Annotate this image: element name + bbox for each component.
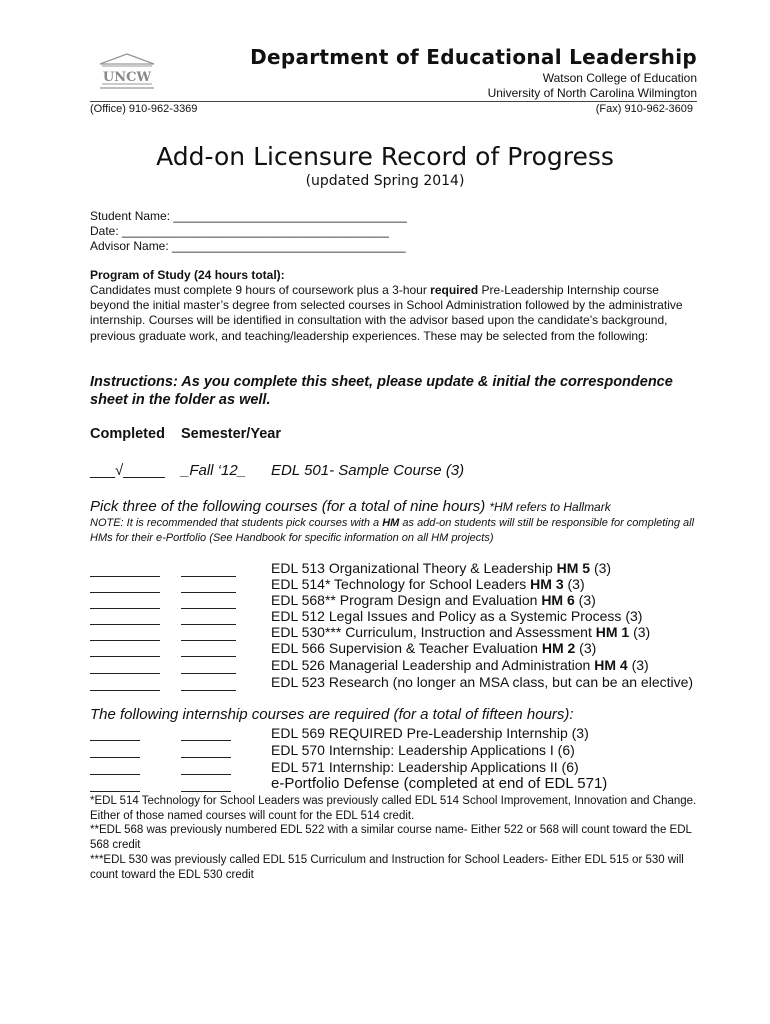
completed-blank[interactable] — [90, 576, 160, 577]
course-item — [271, 608, 642, 624]
department-title: Department of Educational Leadership — [250, 45, 697, 69]
completed-blank[interactable] — [90, 740, 140, 741]
internship-course: e-Portfolio Defense (completed at end of EDL 571) — [271, 775, 608, 792]
note-hm: HM — [382, 517, 400, 529]
course-hm: HM 3 — [530, 576, 564, 592]
student-name-field[interactable]: Student Name: ___________________________________ — [90, 209, 407, 223]
footnote: *EDL 514 Technology for School Leaders was previously called EDL 514 School Improvement, Innovation and Change. Either of those named courses will count for the EDL 514 credit. — [90, 795, 697, 822]
semester-blank[interactable] — [181, 608, 236, 609]
completed-blank[interactable] — [90, 757, 140, 758]
program-text-before: Candidates must complete 9 hours of coursework plus a 3-hour — [90, 283, 431, 297]
course-name: EDL 514* Technology for School Leaders — [271, 576, 531, 592]
course-item — [271, 624, 650, 640]
instructions: Instructions: As you complete this sheet, please update & initial the correspondence sheet in the folder as well. — [90, 374, 673, 408]
course-name: EDL 530*** Curriculum, Instruction and Assessment — [271, 624, 596, 640]
completed-blank[interactable] — [90, 640, 160, 641]
internship-course: EDL 570 Internship: Leadership Applications I (6) — [271, 742, 575, 758]
course-name: EDL 513 Organizational Theory & Leadership — [271, 560, 557, 576]
date-field[interactable]: Date: ________________________________________ — [90, 224, 389, 238]
logo-text: UNCW — [102, 70, 152, 85]
semester-column-header: Semester/Year — [181, 426, 281, 442]
course-item — [271, 576, 585, 592]
program-text-after: Pre-Leadership Internship course beyond the initial master’s degree from selected courses in School Administration followed by the administrative internship. Courses will be identified in consultation with the advisor based upon the candidate’s background, previous graduate work, and teaching/leadership experiences. These may be selected from the following: — [90, 283, 683, 343]
course-hm: HM 5 — [556, 560, 591, 576]
completed-column-header: Completed — [90, 426, 165, 442]
course-hm: HM 2 — [541, 640, 576, 656]
college-name: Watson College of Education — [542, 71, 697, 85]
course-credits: (3) — [627, 657, 649, 673]
internship-course: EDL 569 REQUIRED Pre-Leadership Internship (3) — [271, 725, 589, 741]
semester-blank[interactable] — [181, 576, 236, 577]
course-item — [271, 640, 596, 656]
course-hm: HM 1 — [595, 624, 630, 640]
completed-blank[interactable] — [90, 656, 160, 657]
fax-number: (Fax) 910-962-3609 — [595, 103, 693, 115]
internship-course: EDL 571 Internship: Leadership Applications II (6) — [271, 759, 579, 775]
pick-note — [90, 516, 700, 546]
semester-blank[interactable] — [181, 673, 236, 674]
semester-blank[interactable] — [181, 774, 231, 775]
program-description — [90, 283, 690, 344]
course-name: EDL 566 Supervision & Teacher Evaluation — [271, 640, 542, 656]
footnote: ***EDL 530 was previously called EDL 515 Curriculum and Instruction for School Leaders- Either EDL 515 or 530 will count toward the EDL 530 credit — [90, 854, 684, 881]
pick-three-heading — [90, 498, 611, 515]
document-title: Add-on Licensure Record of Progress — [156, 142, 614, 171]
course-credits: (3) — [574, 592, 596, 608]
course-hm: HM 4 — [594, 657, 628, 673]
program-heading: Program of Study (24 hours total): — [90, 268, 285, 282]
sample-course: EDL 501- Sample Course (3) — [271, 462, 465, 479]
footnote: **EDL 568 was previously numbered EDL 522 with a similar course name- Either 522 or 568 will count toward the EDL 568 credit — [90, 824, 692, 851]
semester-blank[interactable] — [181, 740, 231, 741]
hallmark-note: *HM refers to Hallmark — [489, 500, 611, 514]
semester-blank[interactable] — [181, 656, 236, 657]
header-divider — [90, 101, 697, 102]
semester-blank[interactable] — [181, 624, 236, 625]
course-name: EDL 568** Program Design and Evaluation — [271, 592, 542, 608]
completed-blank[interactable] — [90, 592, 160, 593]
semester-blank[interactable] — [181, 640, 236, 641]
office-phone: (Office) 910-962-3369 — [90, 103, 198, 115]
pick-heading-text: Pick three of the following courses (for a total of nine hours) — [90, 498, 490, 515]
semester-blank[interactable] — [181, 592, 236, 593]
course-credits: (3) — [575, 640, 597, 656]
course-item — [271, 674, 693, 690]
completed-blank[interactable] — [90, 690, 160, 691]
course-credits: (3) — [590, 560, 612, 576]
document-subtitle: (updated Spring 2014) — [305, 173, 465, 189]
course-credits: (3) — [563, 576, 585, 592]
internship-heading: The following internship courses are required (for a total of fifteen hours): — [90, 706, 574, 723]
course-item — [271, 560, 611, 576]
advisor-name-field[interactable]: Advisor Name: ___________________________________ — [90, 239, 406, 253]
university-name: University of North Carolina Wilmington — [487, 86, 697, 100]
course-name: EDL 512 Legal Issues and Policy as a Systemic Process (3) — [271, 608, 643, 624]
sample-completed: ___√_____ — [90, 462, 165, 479]
course-credits: (3) — [629, 624, 651, 640]
sample-semester: _Fall ‘12_ — [181, 462, 247, 479]
program-required: required — [430, 283, 479, 297]
course-item — [271, 657, 649, 673]
course-name: EDL 523 Research (no longer an MSA class, but can be an elective) — [271, 674, 694, 690]
completed-blank[interactable] — [90, 624, 160, 625]
semester-blank[interactable] — [181, 757, 231, 758]
completed-blank[interactable] — [90, 774, 140, 775]
note-text-after: as add-on students will still be responsible for completing all HMs for their e-Portfolio (See Handbook for specific information on all HM projects) — [90, 517, 695, 544]
course-name: EDL 526 Managerial Leadership and Administration — [271, 657, 595, 673]
semester-blank[interactable] — [181, 690, 236, 691]
completed-blank[interactable] — [90, 673, 160, 674]
course-item — [271, 592, 596, 608]
semester-blank[interactable] — [181, 791, 231, 792]
completed-blank[interactable] — [90, 791, 140, 792]
course-hm: HM 6 — [541, 592, 575, 608]
note-text-before: NOTE: It is recommended that students pick courses with a — [90, 517, 383, 529]
completed-blank[interactable] — [90, 608, 160, 609]
